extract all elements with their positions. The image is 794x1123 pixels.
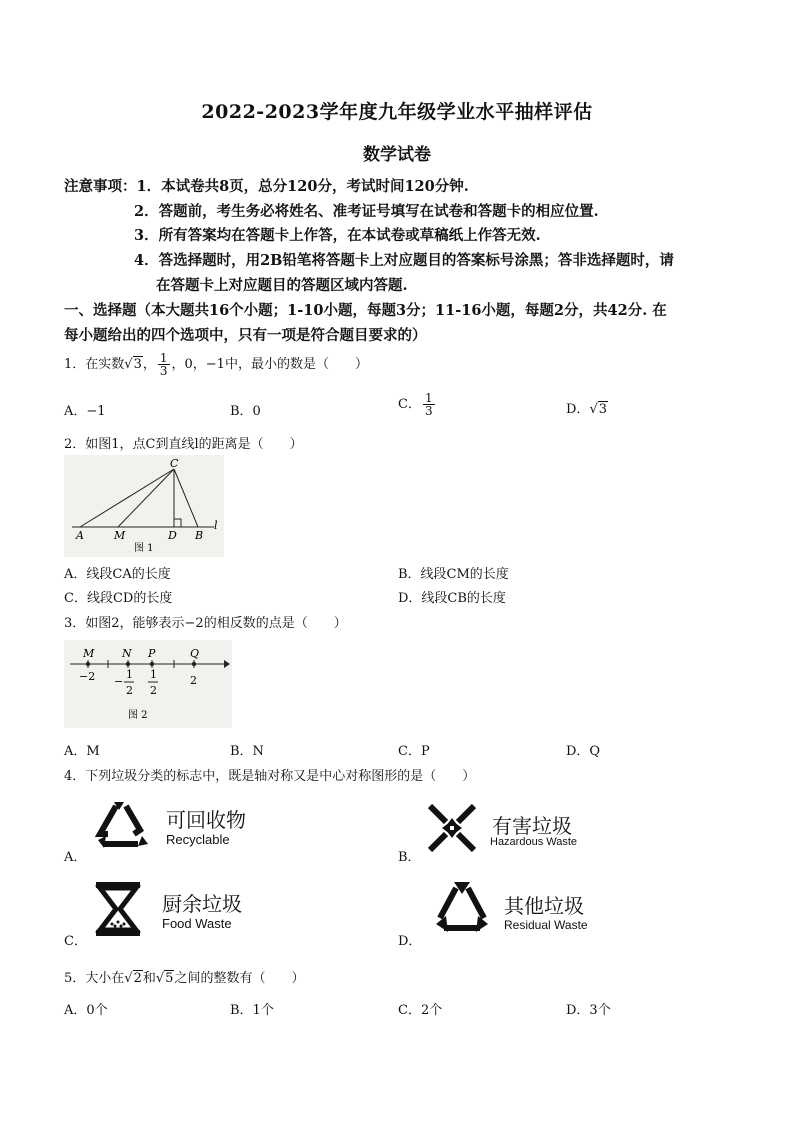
q3-option-d: D．Q	[566, 744, 601, 759]
figure-2-number-line	[64, 640, 232, 728]
sqrt-3: √3	[124, 357, 142, 372]
line-l-label: l	[214, 519, 218, 532]
figure-2	[64, 640, 232, 728]
logo-food-waste	[92, 878, 272, 940]
figure-1-caption: 图 1	[134, 543, 154, 554]
question-5: 5．大小在√2和√5之间的整数有（ ）	[64, 971, 305, 986]
question-4: 4．下列垃圾分类的标志中，既是轴对称又是中心对称图形的是（ ）	[64, 769, 476, 784]
question-3: 3．如图2，能够表示−2的相反数的点是（ ）	[64, 616, 347, 631]
logo-en-food-waste: Food Waste	[162, 916, 232, 931]
tick-label-n-num: 1	[126, 668, 133, 681]
logo-cn-hazardous: 有害垃圾	[492, 814, 572, 838]
figure-1	[64, 455, 224, 557]
point-m-label: M	[83, 647, 95, 660]
fraction-one-third: $\frac{1}{3}$	[159, 351, 168, 378]
sqrt-5: √5	[155, 971, 174, 986]
q3-option-c: C．P	[398, 744, 430, 759]
tick-label-minus-sign: −	[114, 675, 124, 688]
question-2: 2．如图1，点C到直线l的距离是（ ）	[64, 437, 303, 452]
notes-item-1: 1．本试卷共8页，总分120分，考试时间120分钟.	[136, 178, 469, 195]
exam-title: 2022-2023学年度九年级学业水平抽样评估	[201, 101, 593, 123]
logo-en-residual-waste: Residual Waste	[504, 918, 588, 932]
section1-line-2: 每小题给出的四个选项中，只有一项是符合题目要求的）	[64, 327, 427, 344]
q5-option-b: B．1个	[230, 1003, 274, 1018]
question-1: 1．在实数√3， $\frac{1}{3}$ ，0，−1中，最小的数是（ ）	[64, 351, 368, 378]
notes-line-1	[64, 175, 469, 196]
tick-label-n-den: 2	[126, 684, 133, 697]
logo-cn-recyclable: 可回收物	[166, 808, 246, 832]
figure-1-diagram	[64, 455, 224, 557]
q5-option-d: D．3个	[566, 1003, 611, 1018]
option-c-fraction: $\frac{1}{3}$	[424, 391, 433, 418]
point-d-label: D	[168, 529, 177, 542]
tick-label-minus-2: −2	[79, 670, 96, 683]
exam-subtitle: 数学试卷	[363, 145, 431, 165]
q1-option-b: B．0	[230, 404, 261, 419]
q4-option-d: D．	[398, 934, 422, 949]
q2-option-d: D．线段CB的长度	[398, 591, 506, 606]
recycle-icon	[92, 798, 152, 854]
q4-option-c: C．	[64, 934, 87, 949]
q3-option-a: A．M	[64, 744, 100, 759]
notes-item-4-cont: 在答题卡上对应题目的答题区域内答题.	[156, 277, 408, 294]
tick-label-2: 2	[190, 674, 197, 687]
q5-option-c: C．2个	[398, 1003, 443, 1018]
q1-option-d: D．√3	[566, 402, 608, 417]
logo-en-recyclable: Recyclable	[166, 832, 230, 847]
point-b-label: B	[195, 529, 204, 542]
triangle-arrows-icon	[434, 880, 490, 938]
point-p-label: P	[148, 647, 156, 660]
logo-hazardous	[424, 798, 594, 858]
q4-option-b: B．	[398, 850, 421, 865]
q2-option-c: C．线段CD的长度	[64, 591, 173, 606]
hazard-icon	[424, 800, 480, 856]
point-c-label: C	[170, 457, 179, 470]
logo-cn-residual-waste: 其他垃圾	[504, 894, 584, 918]
q2-option-a: A．线段CA的长度	[64, 567, 171, 582]
logo-recyclable	[92, 796, 272, 856]
logo-en-hazardous: Hazardous Waste	[490, 836, 578, 848]
notes-item-2: 2．答题前，考生务必将姓名、准考证号填写在试卷和答题卡的相应位置.	[134, 203, 599, 220]
sqrt-2: √2	[124, 971, 142, 986]
q5-option-a: A．0个	[64, 1003, 108, 1018]
tick-label-p-num: 1	[150, 668, 157, 681]
q2-option-b: B．线段CM的长度	[398, 567, 509, 582]
hourglass-icon	[92, 880, 144, 938]
q1-suffix: ，0，−1中，最小的数是（ ）	[171, 357, 368, 372]
logo-residual-waste	[434, 878, 614, 940]
option-d-sqrt: √3	[589, 402, 608, 417]
point-m-label: M	[114, 529, 126, 542]
notes-item-4: 4．答选择题时，用2B铅笔将答题卡上对应题目的答案标号涂黑；答非选择题时，请	[134, 252, 674, 269]
notes-item-3: 3．所有答案均在答题卡上作答，在本试卷或草稿纸上作答无效.	[134, 227, 541, 244]
section1-line-1: 一、选择题（本大题共16个小题；1-10小题，每题3分；11-16小题，每题2分，共42分. 在	[64, 302, 667, 319]
q3-option-b: B．N	[230, 744, 264, 759]
q1-prefix: 1．在实数	[64, 357, 125, 372]
notes-label: 注意事项：	[64, 178, 137, 195]
point-q-label: Q	[190, 647, 200, 660]
point-a-label: A	[76, 529, 84, 542]
logo-cn-food-waste: 厨余垃圾	[162, 892, 242, 916]
tick-label-p-den: 2	[150, 684, 157, 697]
q1-option-c: C． $\frac{1}{3}$	[398, 391, 433, 418]
point-n-label: N	[122, 647, 132, 660]
figure-2-caption: 图 2	[128, 710, 148, 721]
q1-option-a: A．−1	[64, 404, 106, 419]
q4-option-a: A．	[64, 850, 87, 865]
